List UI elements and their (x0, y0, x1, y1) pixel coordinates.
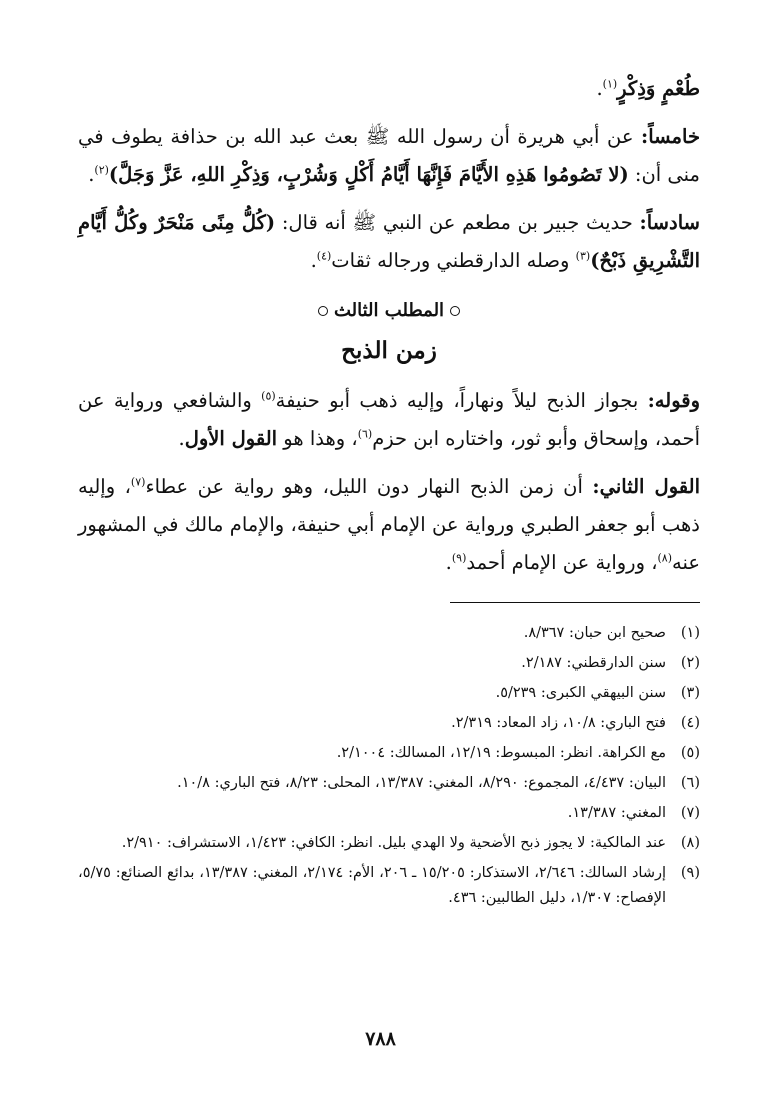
paragraph-first-opinion (78, 382, 700, 458)
footnote-number: (٢) (680, 655, 700, 671)
section-title: زمن الذبح (341, 337, 437, 364)
text-segment: بجواز الذبح ليلاً ونهاراً، وإليه ذهب أبو حنيفة (275, 389, 648, 412)
footnote-text: إرشاد السالك: ٢/٦٤٦، الاستذكار: ١٥/٢٠٥ ـ ٢٠٦، الأم: ٢/١٧٤، المغني: ١٣/٣٨٧، بدائع الصنائع: ٥/٧٥، الإفصاح: ١/٣٠٧، دليل الطالبين: ٤٣٦. (78, 865, 666, 906)
footnote-number: (١) (680, 625, 700, 641)
paragraph-1 (78, 70, 700, 108)
footnote-item (78, 711, 700, 736)
footnote-ref[interactable]: (٣) (575, 249, 591, 263)
text-segment: . (178, 427, 185, 450)
text-segment: . (445, 551, 452, 574)
footnote-text: فتح الباري: ١٠/٨، زاد المعاد: ٢/٣١٩. (451, 715, 666, 731)
footnote-separator (450, 602, 700, 603)
footnote-number: (٨) (680, 835, 700, 851)
footnote-text: البيان: ٤/٤٣٧، المجموع: ٨/٢٩٠، المغني: ١٣/٣٨٧، المحلى: ٨/٢٣، فتح الباري: ١٠/٨. (177, 775, 666, 791)
section-heading (78, 296, 700, 326)
footnote-item (78, 651, 700, 676)
paragraph-5th (78, 118, 700, 194)
text-segment: . (596, 77, 603, 100)
footnote-item (78, 621, 700, 646)
text-segment: أن زمن الذبح النهار دون الليل، وهو رواية عن عطاء (145, 475, 593, 498)
footnote-ref[interactable]: (٨) (657, 551, 673, 565)
hadith-quote: طُعْمٍ وَذِكْرٍ (617, 77, 700, 100)
footnote-number: (٩) (680, 865, 700, 881)
footnote-text: مع الكراهة. انظر: المبسوط: ١٢/١٩، المسالك: ٢/١٠٠٤. (336, 745, 666, 761)
footnote-ref[interactable]: (٩) (451, 551, 467, 565)
section-heading-text: المطلب الثالث (333, 300, 445, 321)
footnote-text: المغني: ١٣/٣٨٧. (567, 805, 666, 821)
paragraph-lead: القول الثاني: (592, 475, 701, 498)
footnote-ref[interactable]: (٥) (261, 389, 276, 403)
footnote-ref[interactable]: (٤) (316, 249, 332, 263)
footnote-number: (٣) (680, 685, 700, 701)
paragraph-lead: خامساً: (641, 125, 700, 148)
footnote-number: (٧) (680, 805, 700, 821)
text-segment: عن أبي هريرة أن رسول الله ﷺ بعث عبد الله بن حذافة يطوف في منى أن: (78, 125, 700, 186)
page-number: ٧٨٨ (365, 1028, 396, 1050)
text-segment: . (88, 163, 95, 186)
footnotes-list (78, 621, 700, 911)
footnote-item (78, 801, 700, 826)
footnote-number: (٦) (680, 775, 700, 791)
footnote-text: سنن البيهقي الكبرى: ٥/٢٣٩. (495, 685, 666, 701)
bold-phrase: القول الأول (184, 427, 278, 450)
text-segment: ، وإليه ذهب أبو جعفر الطبري ورواية عن الإمام أبي حنيفة، والإمام مالك في المشهور عنه (78, 475, 700, 574)
footnote-ref[interactable]: (١) (602, 77, 618, 91)
footnote-number: (٤) (680, 715, 700, 731)
paragraph-lead: وقوله: (647, 389, 700, 412)
footnote-item (78, 831, 700, 856)
paragraph-6th (78, 204, 700, 280)
text-segment: ، ورواية عن الإمام أحمد (466, 551, 658, 574)
text-segment: حديث جبير بن مطعم عن النبي ﷺ أنه قال: (275, 211, 640, 234)
text-segment: . (310, 249, 317, 272)
footnote-ref[interactable]: (٧) (130, 475, 146, 489)
paragraph-second-opinion (78, 468, 700, 582)
ring-ornament-icon (318, 306, 328, 316)
footnote-item (78, 861, 700, 911)
hadith-quote: (لا تَصُومُوا هَذِهِ الأَيَّامَ فَإِنَّهَا أَيَّامُ أَكْلٍ وَشُرْبٍ، وَذِكْرِ اللهِ، عَزَّ وَجَلَّ) (108, 163, 629, 186)
footnote-number: (٥) (680, 745, 700, 761)
hadith-quote: (كُلُّ مِنًى مَنْحَرٌ وكُلُّ أَيَّامِ التَّشْرِيقِ ذَبْحٌ) (78, 211, 700, 272)
text-segment: وصله الدارقطني ورجاله ثقات (331, 249, 576, 272)
footnote-text: عند المالكية: لا يجوز ذبح الأضحية ولا الهدي بليل. انظر: الكافي: ١/٤٢٣، الاستشراف: ٢/٩١٠. (121, 835, 666, 851)
footnote-text: صحيح ابن حبان: ٨/٣٦٧. (523, 625, 666, 641)
footnote-ref[interactable]: (٦) (357, 427, 373, 441)
ring-ornament-icon (450, 306, 460, 316)
footnote-item (78, 681, 700, 706)
footnote-item (78, 741, 700, 766)
footnote-ref[interactable]: (٢) (94, 163, 109, 177)
paragraph-lead: سادساً: (639, 211, 700, 234)
footnote-text: سنن الدارقطني: ٢/١٨٧. (521, 655, 666, 671)
page-body (78, 70, 700, 916)
text-segment: ، وهذا هو (277, 427, 358, 450)
text-segment: والشافعي ورواية عن أحمد، وإسحاق وأبو ثور، واختاره ابن حزم (78, 389, 700, 450)
footnote-item (78, 771, 700, 796)
